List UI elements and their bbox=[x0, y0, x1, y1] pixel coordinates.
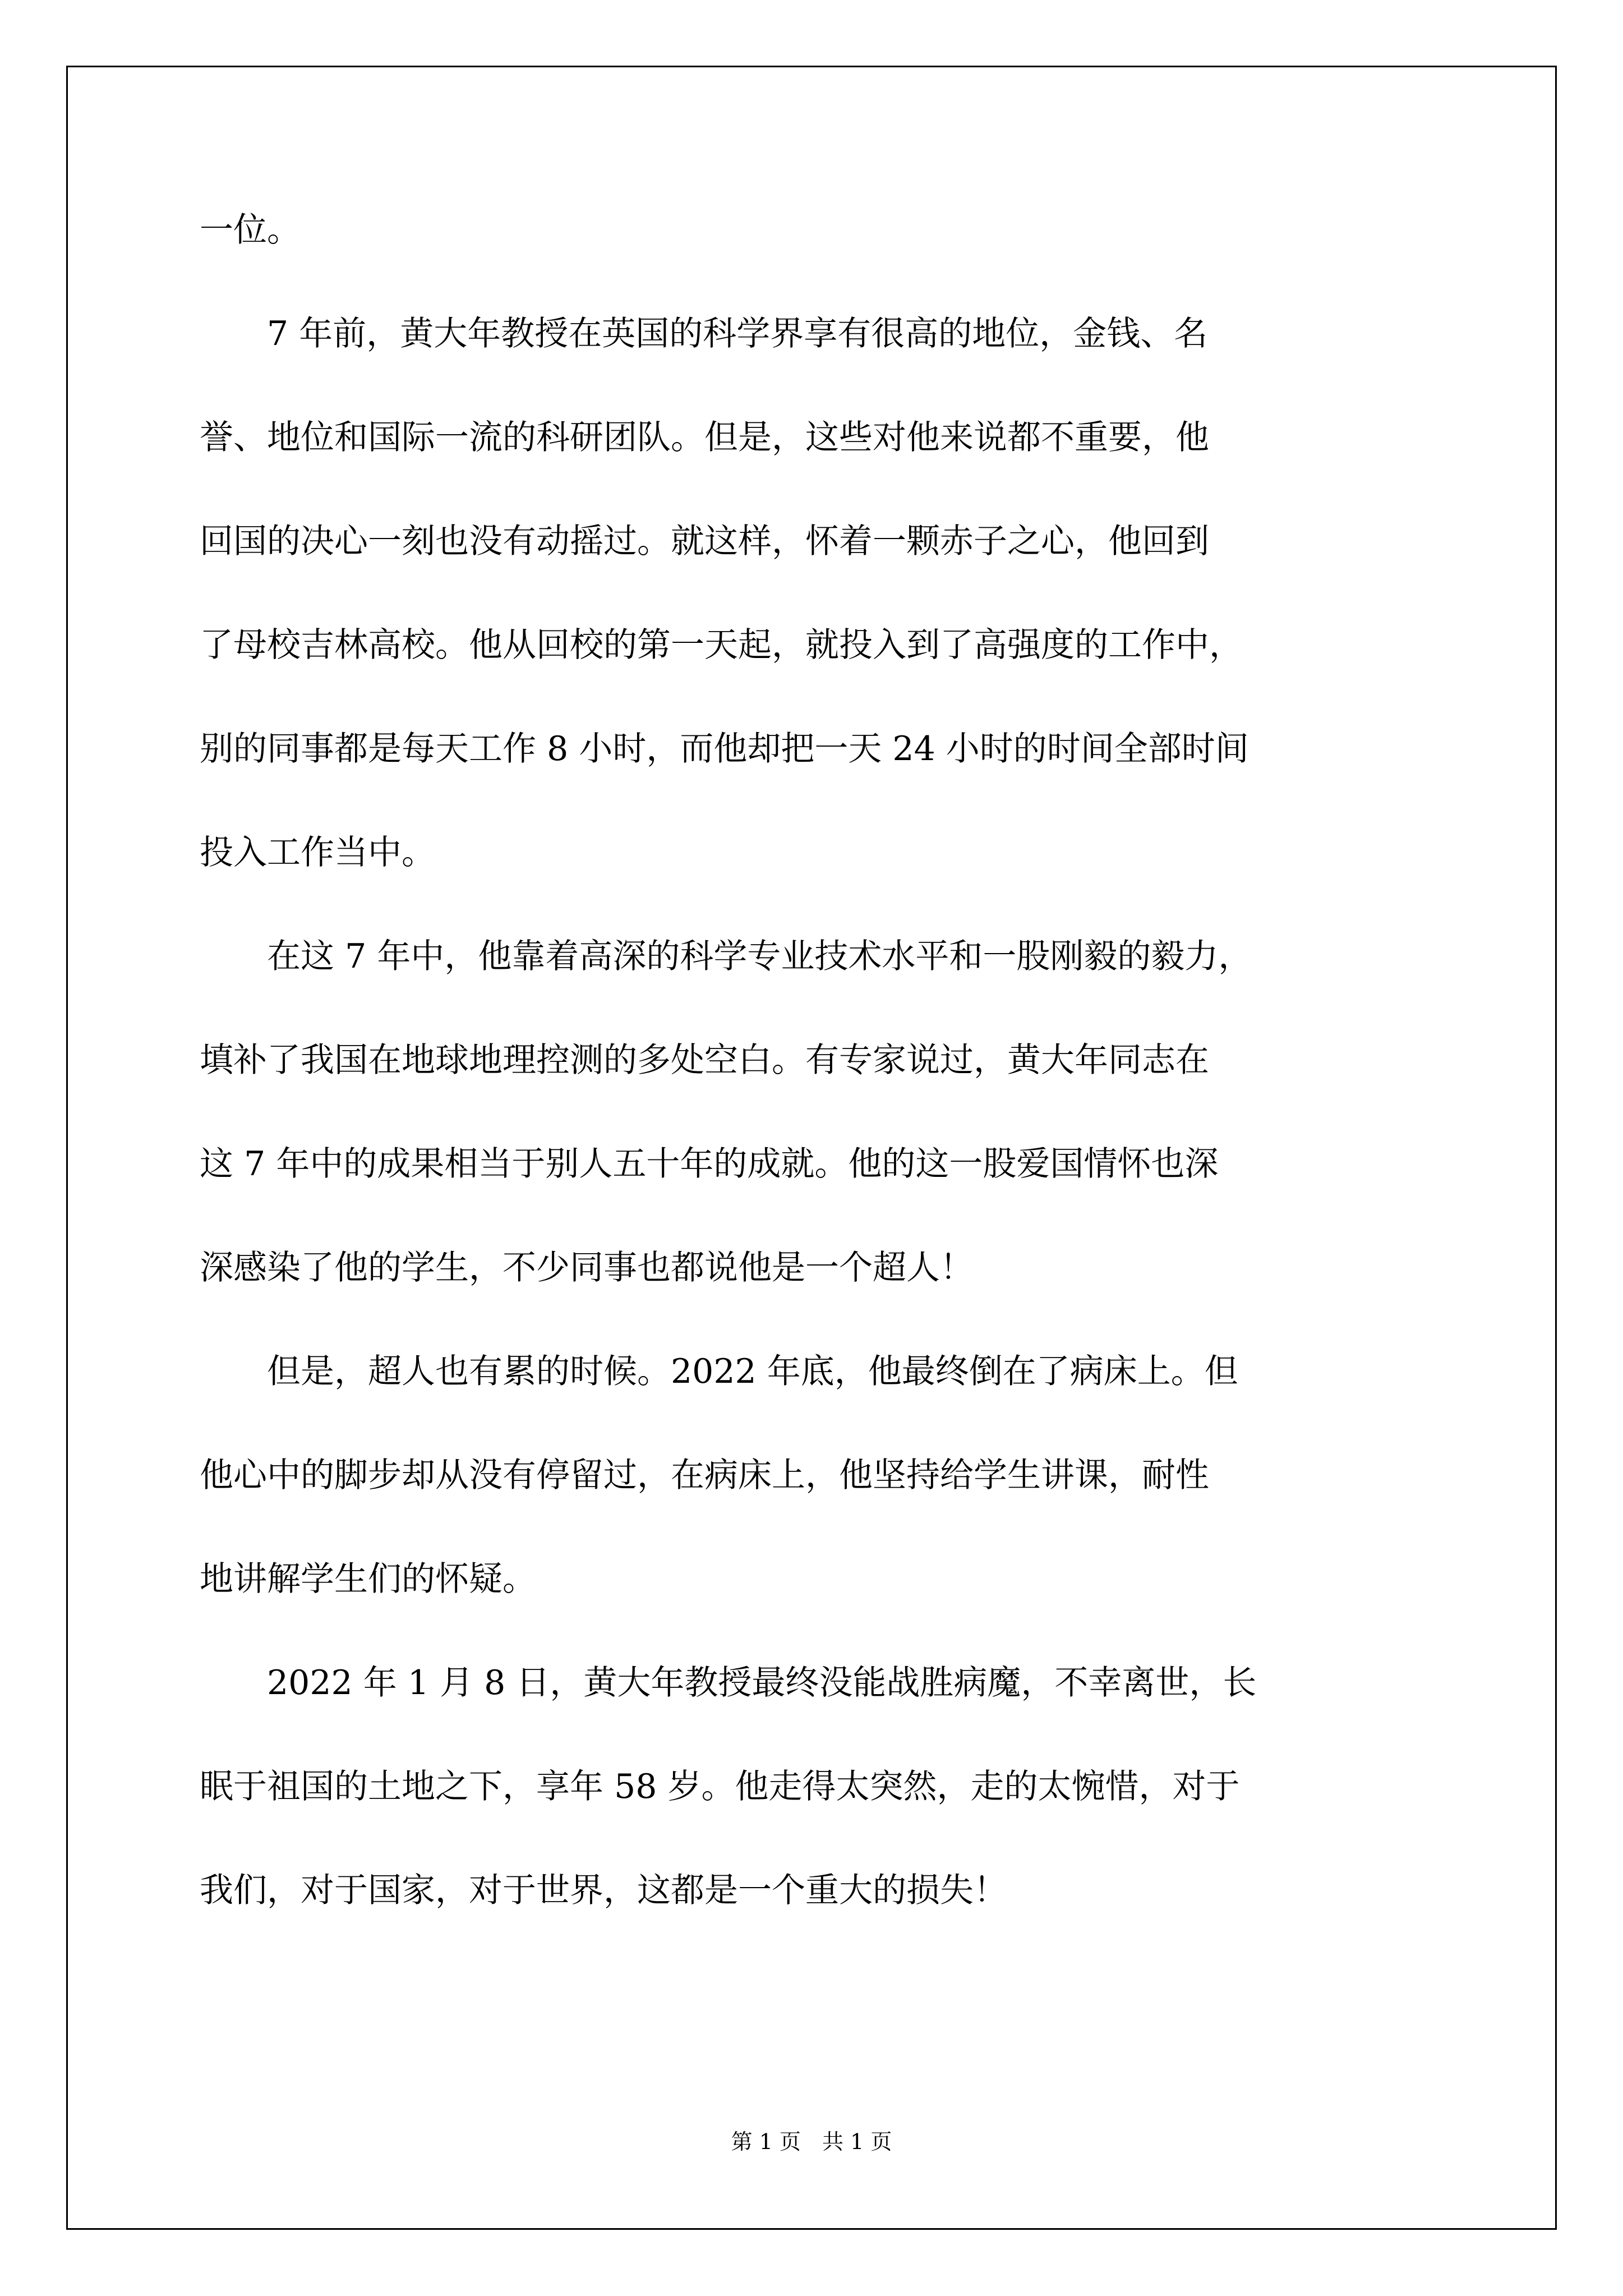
text-line: 眠于祖国的土地之下，享年 58 岁。他走得太突然，走的太惋惜，对于 bbox=[200, 1767, 1240, 1806]
text-line: 但是，超人也有累的时候。2022 年底，他最终倒在了病床上。但 bbox=[200, 1352, 1238, 1391]
text-line: 了母校吉林高校。他从回校的第一天起，就投入到了高强度的工作中， bbox=[200, 625, 1243, 665]
text-line: 誉、地位和国际一流的科研团队。但是，这些对他来说都不重要，他 bbox=[200, 418, 1209, 457]
text-line: 2022 年 1 月 8 日，黄大年教授最终没能战胜病魔，不幸离世，长 bbox=[200, 1663, 1257, 1703]
text-line: 一位。 bbox=[200, 210, 301, 250]
text-line: 回国的决心一刻也没有动摇过。就这样，怀着一颗赤子之心，他回到 bbox=[200, 522, 1209, 561]
text-line: 别的同事都是每天工作 8 小时，而他却把一天 24 小时的时间全部时间 bbox=[200, 729, 1249, 769]
text-line: 地讲解学生们的怀疑。 bbox=[200, 1559, 536, 1599]
text-line: 他心中的脚步却从没有停留过，在病床上，他坚持给学生讲课，耐性 bbox=[200, 1456, 1209, 1495]
text-line: 7 年前，黄大年教授在英国的科学界享有很高的地位，金钱、名 bbox=[200, 314, 1208, 353]
page-footer bbox=[0, 2124, 1623, 2155]
text-line: 在这 7 年中，他靠着高深的科学专业技术水平和一股刚毅的毅力， bbox=[200, 937, 1252, 976]
text-line: 填补了我国在地球地理控测的多处空白。有专家说过，黄大年同志在 bbox=[200, 1041, 1209, 1080]
page-number-label: 第 1 页 共 1 页 bbox=[731, 2129, 892, 2154]
text-line: 投入工作当中。 bbox=[200, 833, 435, 872]
text-line: 我们，对于国家，对于世界，这都是一个重大的损失！ bbox=[200, 1871, 1007, 1910]
text-line: 这 7 年中的成果相当于别人五十年的成就。他的这一股爱国情怀也深 bbox=[200, 1144, 1219, 1184]
document-body bbox=[200, 210, 1428, 1975]
text-line: 深感染了他的学生，不少同事也都说他是一个超人！ bbox=[200, 1248, 974, 1287]
